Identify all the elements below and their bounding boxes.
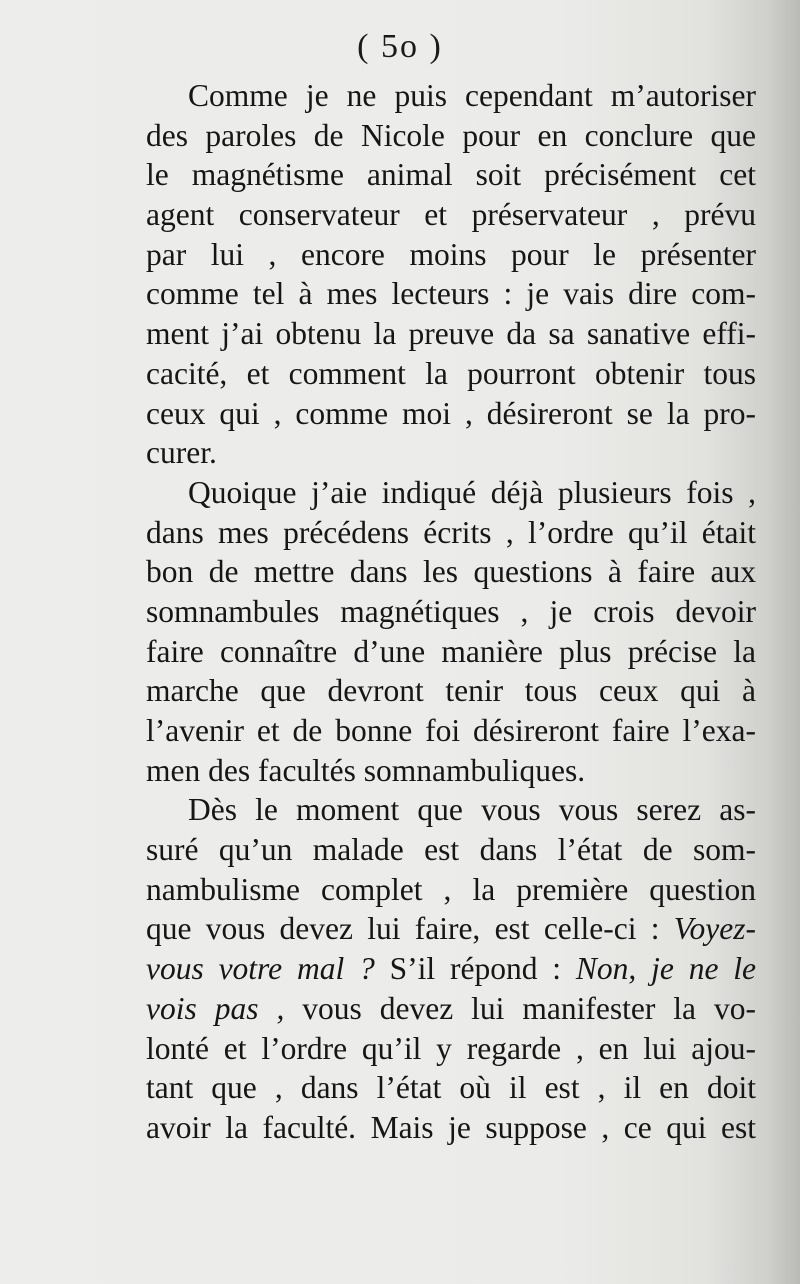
text-line [146, 76, 756, 116]
line-text: par lui , encore moins pour le présenter [146, 236, 756, 272]
text-line [146, 751, 756, 791]
italic-text: Voyez- [673, 911, 756, 947]
text-line [146, 790, 756, 830]
text-line [146, 870, 756, 910]
text-line [146, 1108, 756, 1148]
text-line [146, 394, 756, 434]
italic-text: vois pas , [146, 990, 285, 1026]
line-text: bon de mettre dans les questions à faire aux [146, 554, 756, 590]
text-line [146, 949, 756, 989]
text-line [146, 116, 756, 156]
line-text: l’avenir et de bonne foi désireront faire l’exa- [146, 713, 756, 748]
text-line [146, 592, 756, 632]
line-text: ceux qui , comme moi , désireront se la pro- [146, 395, 756, 431]
italic-text: vous votre mal ? [146, 951, 375, 987]
line-text: que vous devez lui faire, est celle-ci : [146, 911, 660, 947]
line-text: dans mes précédens écrits , l’ordre qu’il était [146, 514, 756, 550]
text-line [146, 1068, 756, 1108]
page-number: ( 5o ) [357, 28, 443, 65]
text-line [146, 235, 756, 275]
text-line [146, 632, 756, 672]
line-text: faire connaître d’une manière plus précise la [146, 633, 756, 669]
line-text: Dès le moment que vous vous serez as- [188, 792, 756, 828]
line-text: men des facultés somnambuliques. [146, 752, 586, 788]
text-line [146, 354, 756, 394]
line-text: suré qu’un malade est dans l’état de som- [146, 832, 756, 868]
line-text: agent conservateur et préservateur , prévu [146, 197, 756, 233]
line-text: lonté et l’ordre qu’il y regarde , en lui ajou- [146, 1030, 756, 1066]
line-text: Comme je ne puis cependant m’autoriser [188, 78, 756, 113]
line-text: curer. [146, 435, 217, 471]
line-text: tant que , dans l’état où il est , il en doit [146, 1070, 756, 1106]
text-line [146, 433, 756, 473]
body-text [146, 76, 756, 1148]
text-line [146, 1029, 756, 1069]
line-text: nambulisme complet , la première question [146, 871, 756, 907]
line-text: ment j’ai obtenu la preuve da sa sanative effi- [146, 316, 756, 352]
line-text: marche que devront tenir tous ceux qui à [146, 673, 756, 709]
line-text: S’il répond : [389, 951, 562, 987]
italic-text: Non, je ne le [575, 951, 757, 987]
line-text: somnambules magnétiques , je crois devoir [146, 593, 756, 629]
text-line [146, 473, 756, 513]
line-text: le magnétisme animal soit précisément cet [146, 157, 756, 193]
text-line [146, 155, 756, 195]
line-text: comme tel à mes lecteurs : je vais dire com- [146, 276, 756, 312]
text-line [146, 274, 756, 314]
line-text: Quoique j’aie indiqué déjà plusieurs fois , [188, 474, 756, 510]
text-line [146, 909, 756, 949]
text-line [146, 314, 756, 354]
text-line [146, 513, 756, 553]
line-text: avoir la faculté. Mais je suppose , ce qui est [146, 1109, 756, 1145]
line-text: des paroles de Nicole pour en conclure que [146, 117, 756, 153]
text-line [146, 552, 756, 592]
line-text: vous devez lui manifester la vo- [302, 990, 756, 1026]
text-line [146, 195, 756, 235]
text-line [146, 671, 756, 711]
text-line [146, 830, 756, 870]
text-line [146, 711, 756, 751]
line-text: cacité, et comment la pourront obtenir tous [146, 355, 756, 391]
text-line [146, 989, 756, 1029]
